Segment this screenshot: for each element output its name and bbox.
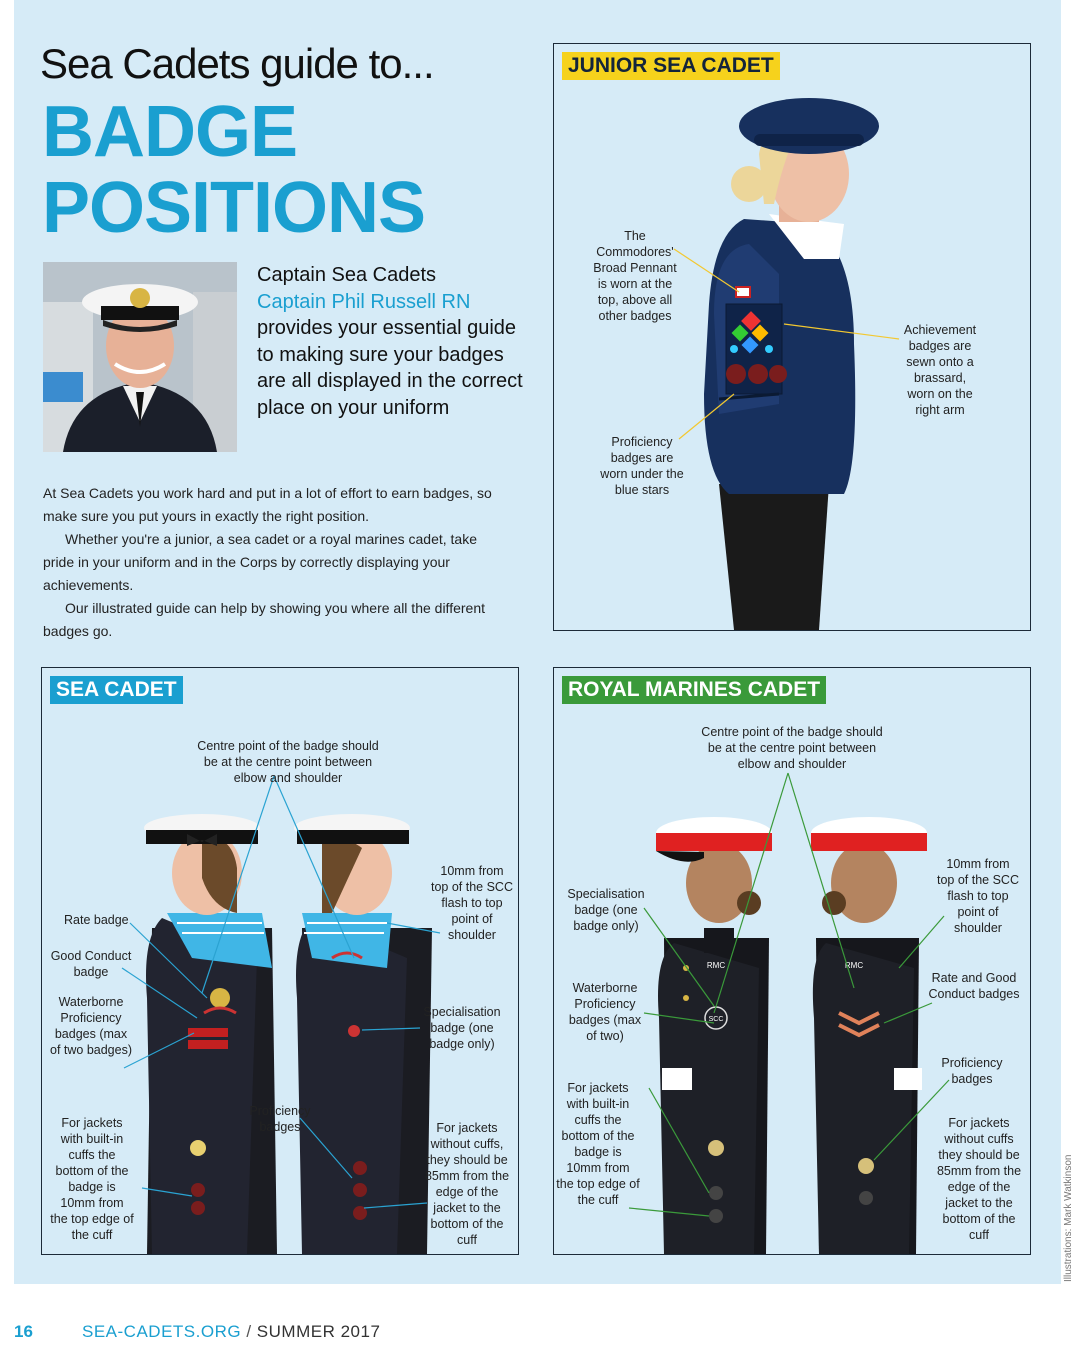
page-number: 16	[14, 1322, 33, 1341]
portrait-illustration	[43, 262, 237, 452]
rm-ann-nocuffs: For jackets without cuffs they should be 85mm from the edge of the jacket to the bottom of the cuff	[936, 1116, 1022, 1242]
sea-ann-nocuffs: For jackets without cuffs, they should be 85mm from the edge of the jacket to the bottom of the cuff	[424, 1121, 510, 1247]
intro-captain-name: Captain Phil Russell RN	[257, 290, 471, 313]
rm-ann-waterborne: Waterborne Proficiency badges (max of two)	[568, 981, 642, 1043]
sea-ann-rate: Rate badge	[64, 913, 129, 927]
rm-cadet-panel	[553, 667, 1031, 1255]
header-subtitle: Sea Cadets guide to...	[40, 40, 434, 87]
junior-panel-tag: JUNIOR SEA CADET	[562, 52, 780, 80]
rm-ann-rate: Rate and Good Conduct badges	[928, 971, 1020, 1001]
body-paragraph-3: Our illustrated guide can help by showing you where all the different badges go.	[43, 600, 485, 639]
rm-ann-builtin: For jackets with built-in cuffs the bottom of the badge is 10mm from the top edge of the cuff	[556, 1081, 640, 1207]
captain-portrait-photo	[43, 262, 237, 452]
footer-site-link[interactable]: SEA-CADETS.ORG	[82, 1322, 242, 1341]
rm-right-flash-text: RMC	[844, 961, 864, 970]
sea-cadet-panel	[41, 667, 519, 1255]
rm-ann-specialisation: Specialisation badge (one badge only)	[567, 887, 645, 933]
rm-panel-tag: ROYAL MARINES CADET	[562, 676, 826, 704]
sea-cadet-panel-tag: SEA CADET	[50, 676, 183, 704]
sea-ann-specialisation: Specialisation badge (one badge only)	[423, 1005, 501, 1051]
sea-ann-proficiency: Proficiency badges	[249, 1104, 311, 1134]
body-paragraph-1: At Sea Cadets you work hard and put in a lot of effort to earn badges, so make sure you put yours in exactly the right position.	[43, 485, 492, 524]
footer-site	[82, 1322, 380, 1342]
rm-scc-text: SCC	[708, 1016, 724, 1023]
header-title	[42, 94, 425, 246]
junior-ann-proficiency: Proficiency badges are worn under the blue stars	[600, 435, 684, 497]
junior-ann-pennant: The Commodores' Broad Pennant is worn at the top, above all other badges	[593, 229, 677, 323]
sea-ann-builtin: For jackets with built-in cuffs the bottom of the badge is 10mm from the top edge of the cuff	[50, 1116, 134, 1242]
body-text	[43, 482, 503, 643]
junior-sea-cadet-panel	[553, 43, 1031, 631]
intro-text	[257, 262, 527, 421]
footer-issue: SUMMER 2017	[256, 1322, 381, 1341]
sea-ann-good-conduct: Good Conduct badge	[50, 949, 132, 979]
rm-ann-10mm: 10mm from top of the SCC flash to top point of shoulder	[937, 857, 1019, 935]
body-paragraph-2: Whether you're a junior, a sea cadet or a royal marines cadet, take pride in your uniform and in the Corps by correctly displaying your achievements.	[43, 531, 478, 593]
intro-line-1: Captain Sea Cadets	[257, 264, 437, 286]
footer-separator: /	[246, 1322, 252, 1341]
junior-ann-achievement: Achievement badges are sewn onto a brassard, worn on the right arm	[903, 323, 977, 417]
sea-ann-waterborne: Waterborne Proficiency badges (max of two badges)	[50, 995, 132, 1057]
sea-ann-10mm: 10mm from top of the SCC flash to top point of shoulder	[431, 864, 513, 942]
rm-ann-centre: Centre point of the badge should be at the centre point between elbow and shoulder	[701, 725, 883, 771]
rm-ann-proficiency: Proficiency badges	[941, 1056, 1003, 1086]
sea-ann-centre: Centre point of the badge should be at the centre point between elbow and shoulder	[197, 739, 379, 785]
intro-rest: provides your essential guide to making sure your badges are all displayed in the correct place on your uniform	[257, 317, 523, 419]
rm-left-flash-text: RMC	[706, 961, 726, 970]
header-title-line-1: BADGE	[42, 92, 298, 172]
illustration-credit: Illustrations: Mark Watkinson	[1063, 1154, 1074, 1282]
header-title-line-2: POSITIONS	[42, 168, 426, 248]
